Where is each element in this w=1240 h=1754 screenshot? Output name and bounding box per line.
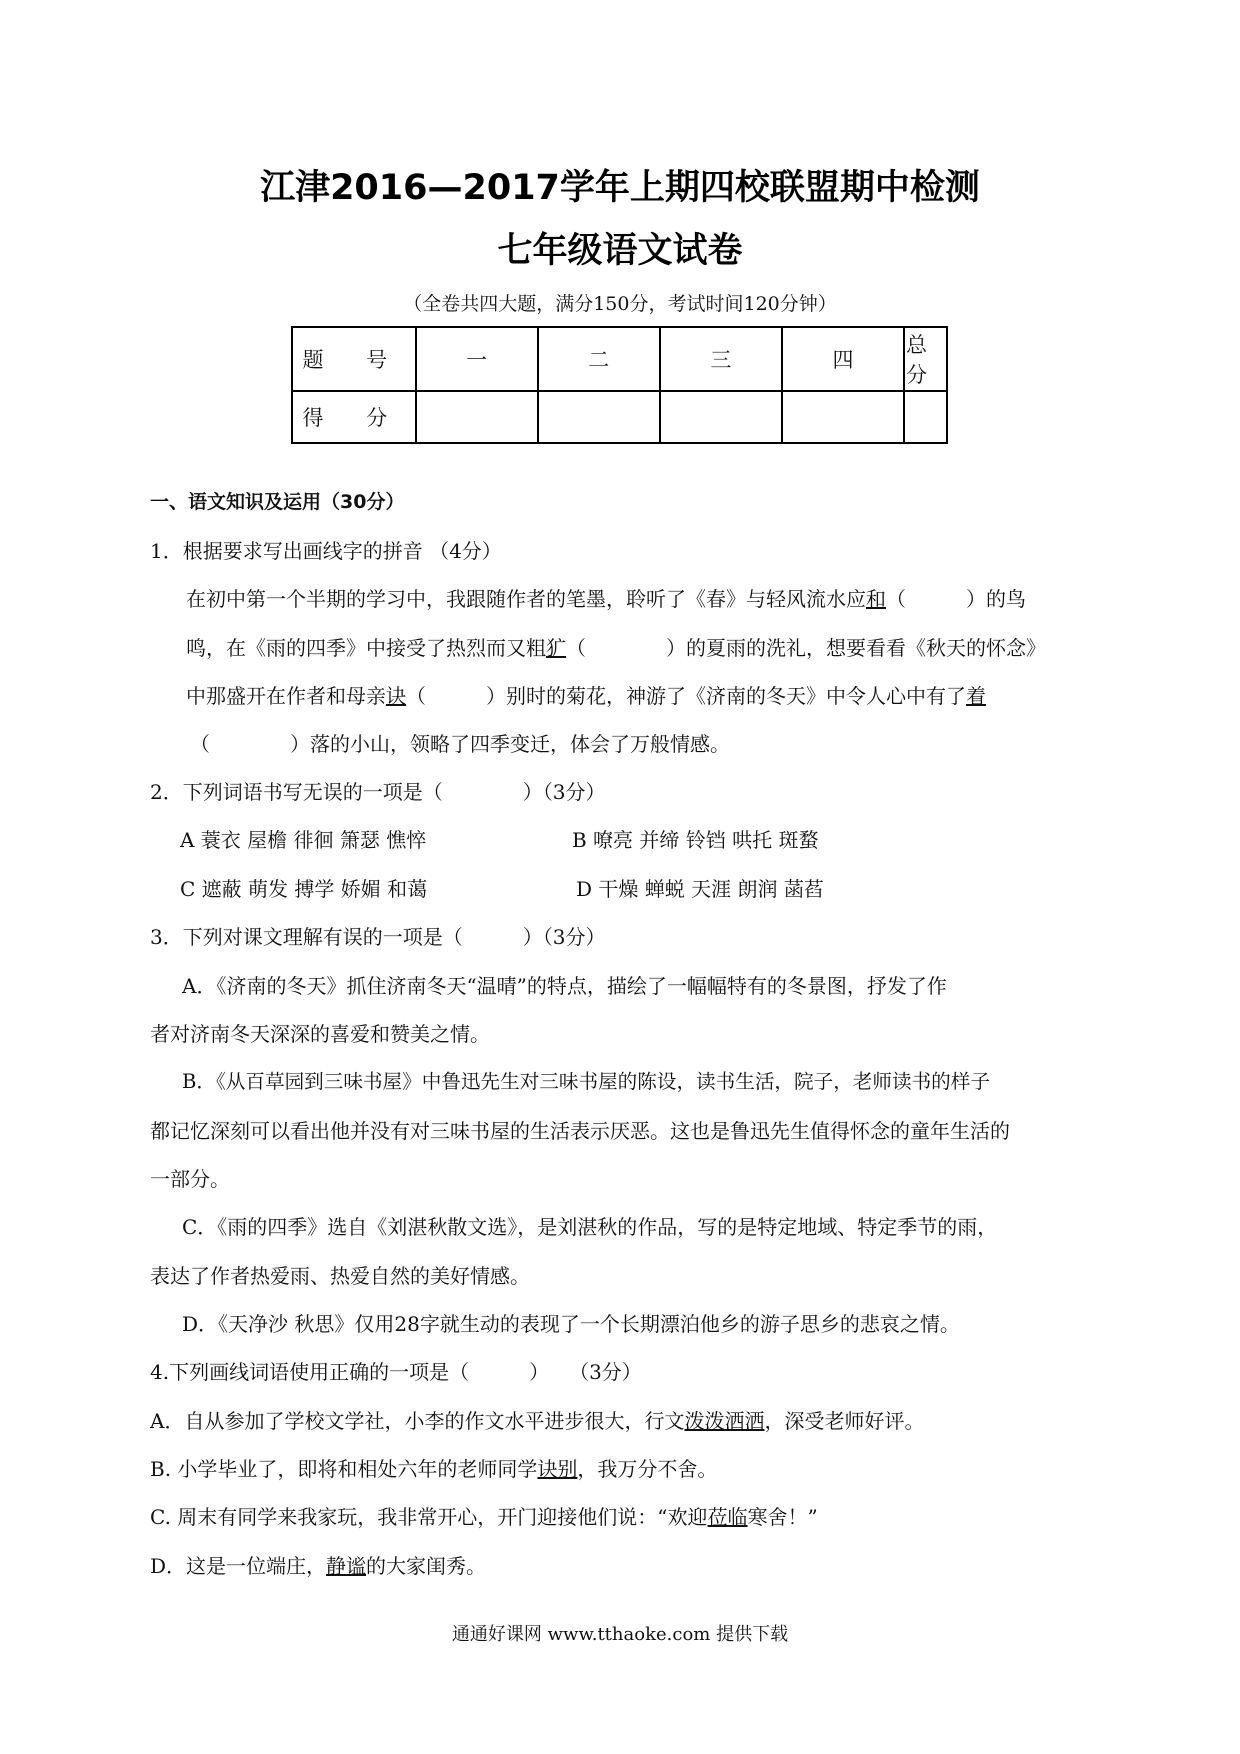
score-blank-cell[interactable] — [660, 391, 782, 443]
score-cell: 三 — [660, 327, 782, 391]
underlined-word: 泼泼洒洒 — [684, 1409, 765, 1433]
option-b: B 嘹亮 并缔 铃铛 哄托 斑蝥 — [572, 828, 819, 852]
score-blank-cell[interactable] — [416, 391, 538, 443]
text: 的大家闺秀。 — [366, 1554, 487, 1578]
score-cell: 得 分 — [292, 391, 416, 443]
question-1-line — [186, 682, 986, 710]
score-table — [291, 326, 948, 444]
option-c: C 遮蔽 萌发 搏学 娇媚 和蔼 — [180, 877, 428, 901]
text: 中那盛开在作者和母亲 — [186, 684, 386, 708]
question-2-stem: 2．下列词语书写无误的一项是（ ）（3分） — [150, 780, 606, 804]
option-d — [150, 1552, 486, 1580]
option-d: D 干燥 蝉蜕 天涯 朗润 菡萏 — [576, 877, 824, 901]
text: （ ）的鸟 — [886, 587, 1026, 611]
option-b-cont: 都记忆深刻可以看出他并没有对三味书屋的生活表示厌恶。这也是鲁迅先生值得怀念的童年生活的 — [150, 1119, 1010, 1143]
option-a — [150, 1407, 924, 1435]
question-4-stem: 4.下列画线词语使用正确的一项是（ ） （3分） — [150, 1360, 642, 1384]
option-a: A．《济南的冬天》抓住济南冬天“温晴”的特点，描绘了一幅幅特有的冬景图，抒发了作 — [182, 974, 947, 998]
score-cell: 总 分 — [904, 327, 947, 391]
underlined-char: 和 — [866, 587, 886, 611]
underlined-word: 诀别 — [537, 1457, 578, 1481]
option-a-cont: 者对济南冬天深深的喜爱和赞美之情。 — [150, 1022, 490, 1046]
question-1-line — [186, 634, 1046, 662]
text: B. 小学毕业了，即将和相处六年的老师同学 — [150, 1457, 538, 1481]
question-1-line — [186, 585, 1026, 613]
text: （ ）的夏雨的洗礼，想要看看《秋天的怀念》 — [566, 636, 1046, 660]
score-cell: 二 — [538, 327, 660, 391]
exam-subtitle: 七年级语文试卷 — [497, 231, 743, 271]
option-c — [150, 1503, 818, 1531]
option-b: B．《从百草园到三味书屋》中鲁迅先生对三味书屋的陈设，读书生活，院子，老师读书的样子 — [182, 1070, 990, 1093]
exam-title: 江津2016—2017学年上期四校联盟期中检测 — [260, 168, 980, 208]
score-table-header-row — [292, 327, 947, 391]
score-cell: 一 — [416, 327, 538, 391]
text: A．自从参加了学校文学社，小李的作文水平进步很大，行文 — [150, 1409, 685, 1433]
score-blank-cell[interactable] — [782, 391, 904, 443]
text: ，深受老师好评。 — [764, 1409, 925, 1433]
text: 在初中第一个半期的学习中，我跟随作者的笔墨，聆听了《春》与轻风流水应 — [186, 587, 866, 611]
question-3-stem: 3．下列对课文理解有误的一项是（ ）（3分） — [150, 925, 606, 949]
option-d: D．《天净沙 秋思》仅用28字就生动的表现了一个长期漂泊他乡的游子思乡的悲哀之情。 — [182, 1312, 960, 1336]
text: 寒舍！” — [747, 1505, 818, 1529]
underlined-char: 诀 — [386, 684, 406, 708]
question-1-line: （ ）落的小山，领略了四季变迁，体会了万般情感。 — [190, 732, 730, 756]
underlined-char: 着 — [966, 684, 986, 708]
score-cell: 题 号 — [292, 327, 416, 391]
option-c-cont: 表达了作者热爱雨、热爱自然的美好情感。 — [150, 1264, 530, 1288]
text: ，我万分不舍。 — [577, 1457, 718, 1481]
text: D．这是一位端庄， — [150, 1554, 327, 1578]
score-blank-cell[interactable] — [538, 391, 660, 443]
option-b — [150, 1455, 717, 1483]
option-b-cont: 一部分。 — [150, 1167, 230, 1191]
section-heading: 一、语文知识及运用（30分） — [150, 491, 405, 513]
score-blank-cell[interactable] — [904, 391, 947, 443]
question-1-stem: 1．根据要求写出画线字的拼音 （4分） — [150, 539, 502, 563]
text: 鸣，在《雨的四季》中接受了热烈而又粗 — [186, 636, 546, 660]
exam-note: （全卷共四大题，满分150分，考试时间120分钟） — [403, 293, 837, 315]
text: （ ）别时的菊花，神游了《济南的冬天》中令人心中有了 — [406, 684, 966, 708]
underlined-word: 静谧 — [326, 1554, 367, 1578]
underlined-word: 莅临 — [707, 1505, 748, 1529]
option-c: C．《雨的四季》选自《刘湛秋散文选》，是刘湛秋的作品，写的是特定地域、特定季节的雨， — [182, 1215, 998, 1239]
underlined-char: 犷 — [546, 636, 566, 660]
score-cell: 四 — [782, 327, 904, 391]
text: C. 周末有同学来我家玩，我非常开心，开门迎接他们说：“欢迎 — [150, 1505, 708, 1529]
score-table-score-row — [292, 391, 947, 443]
option-a: A 蓑衣 屋檐 徘徊 箫瑟 憔悴 — [180, 828, 427, 852]
page-footer: 通通好课网 www.tthaoke.com 提供下载 — [451, 1624, 789, 1645]
